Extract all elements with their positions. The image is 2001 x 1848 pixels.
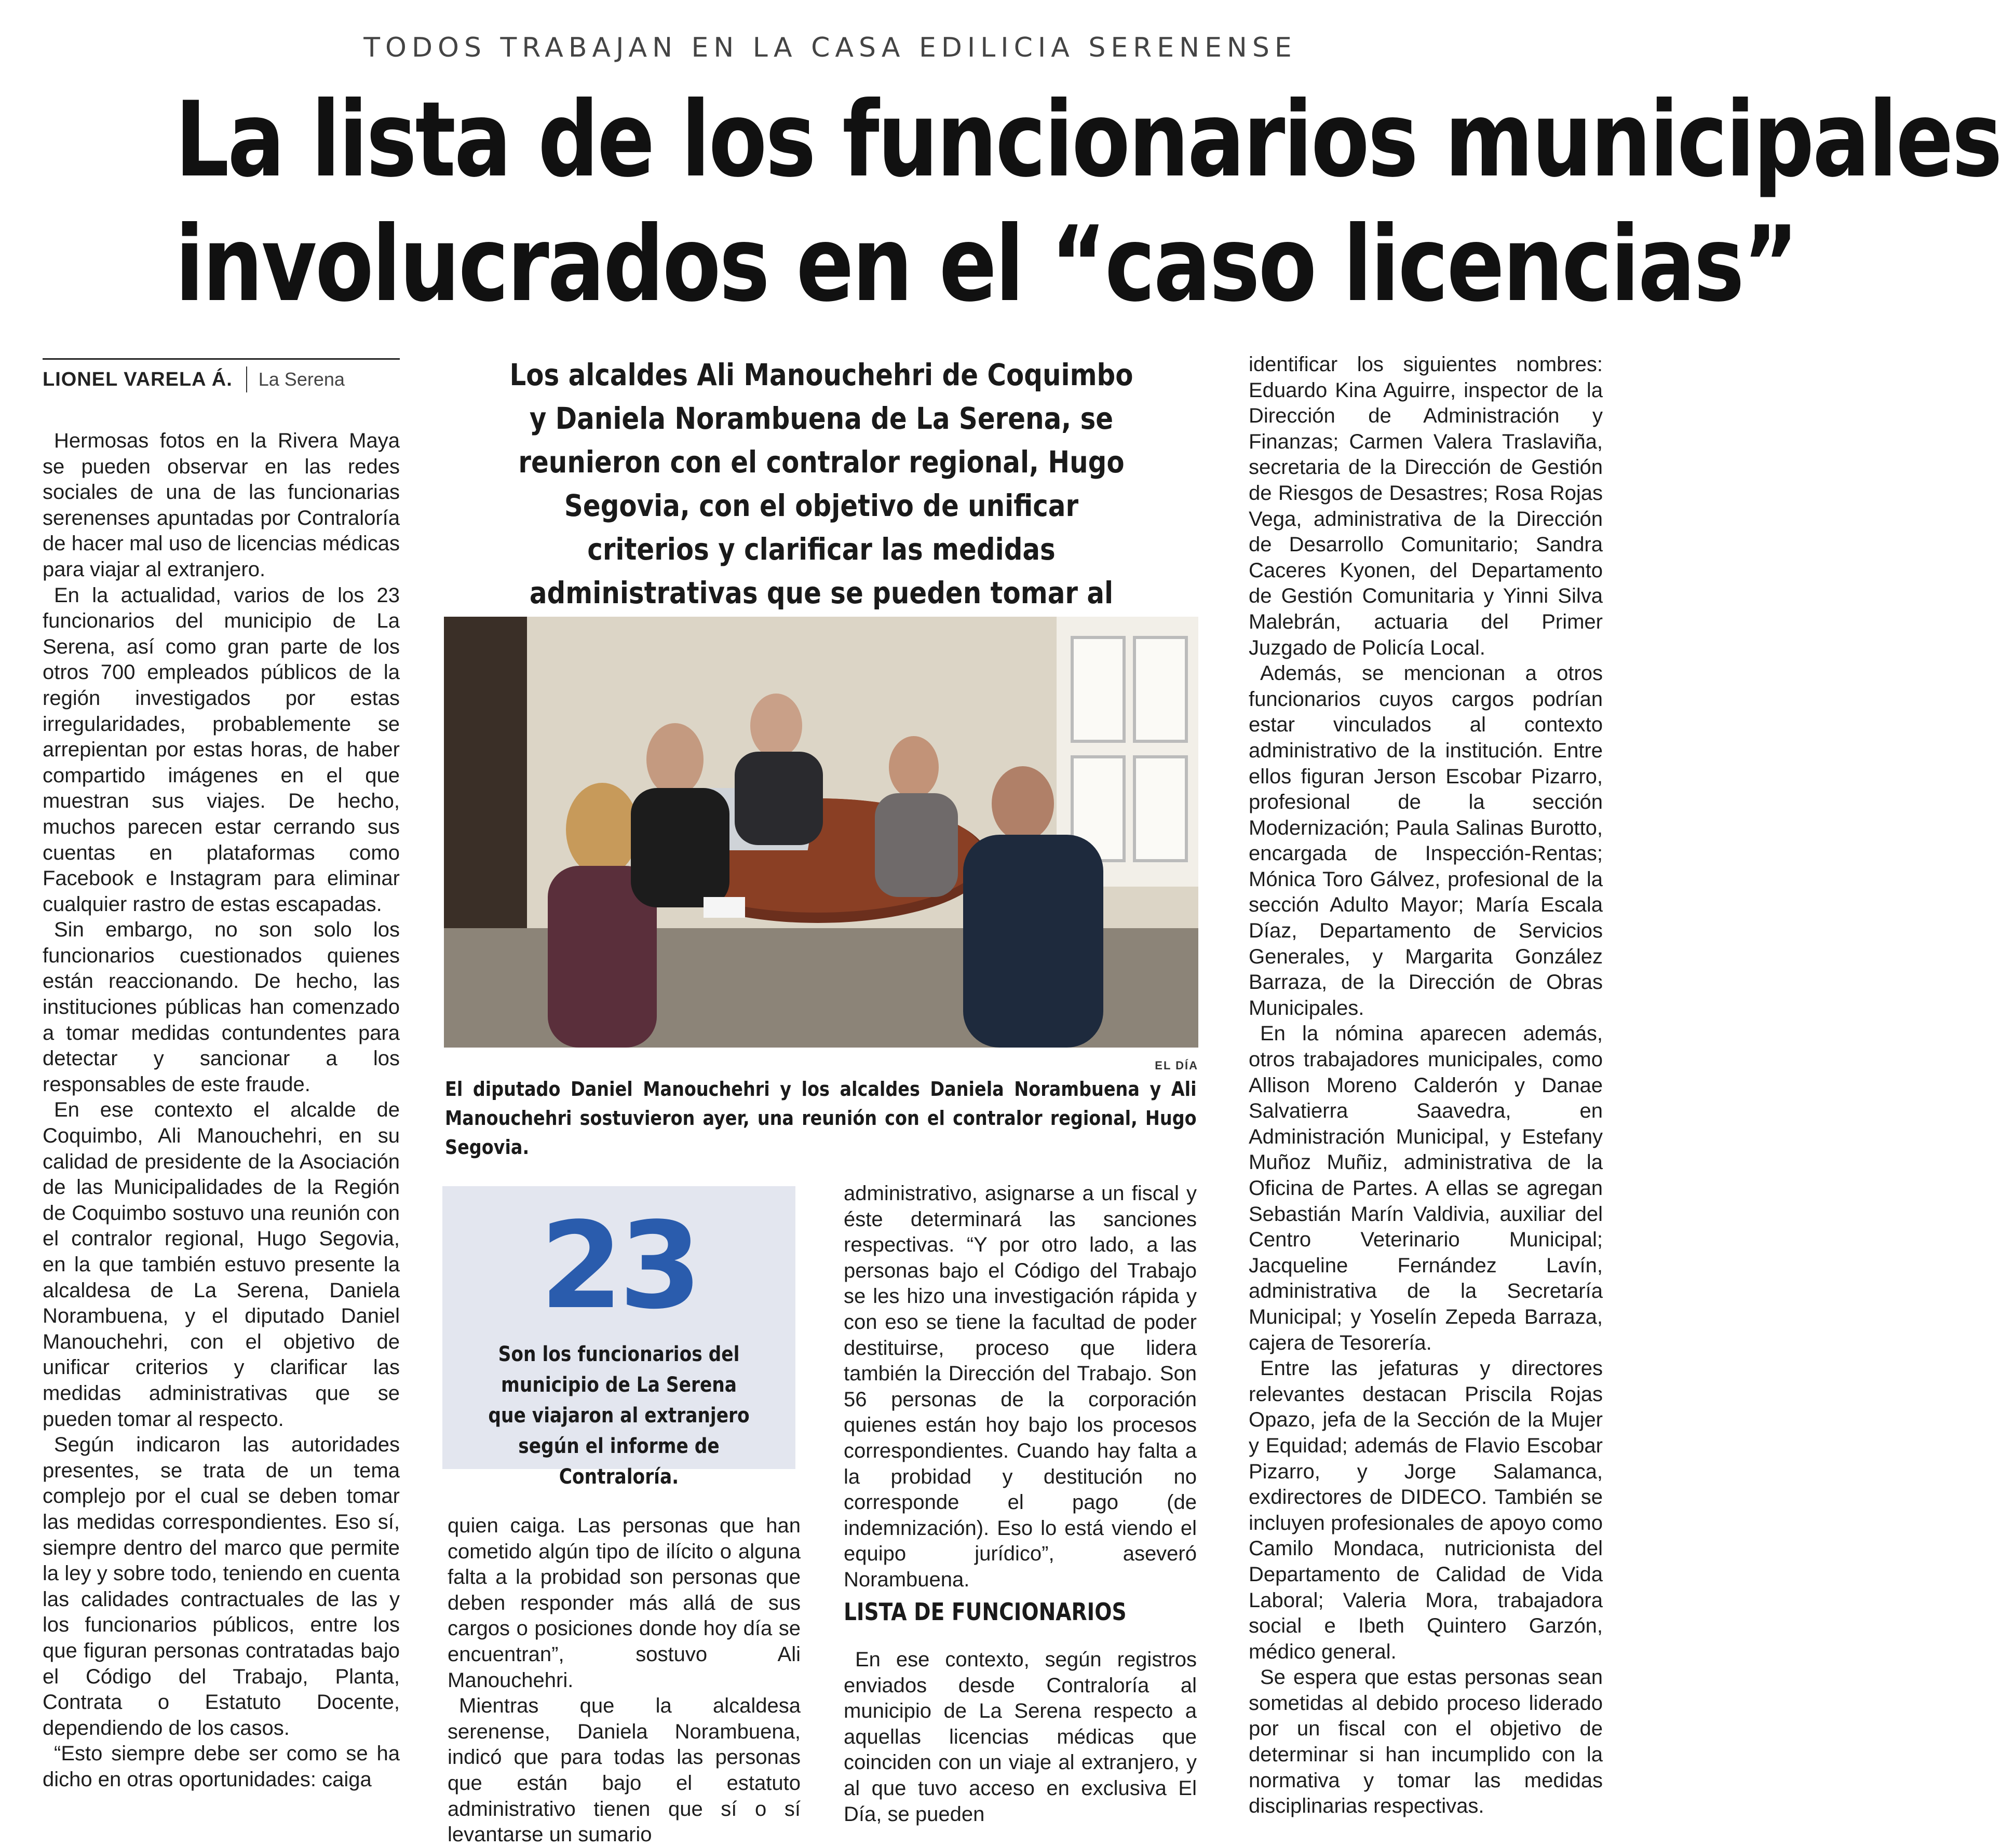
body-column-3-lower [844,1647,1197,1827]
paragraph: En la actualidad, varios de los 23 funcionarios del municipio de La Serena, así como gran parte de los otros 700 empleados públicos de la región investigados por estas irregularidades, probablemente se arrepientan por estas horas, de haber compartido imágenes en el que muestran sus viajes. De hecho, muchos parecen estar cerrando sus cuentas en plataformas como Facebook e Instagram para eliminar cualquier rastro de estas escapadas. [43,583,400,916]
meeting-photo-illustration [444,617,1198,1048]
stat-number: 23 [539,1197,698,1336]
paragraph: Hermosas fotos en la Rivera Maya se pueden observar en las redes sociales de una de las funcionarias serenenses apuntadas por Contraloría de hacer mal uso de licencias médicas para viajar al extranjero. [43,429,400,581]
paragraph: Sin embargo, no son solo los funcionarios cuestionados quienes están reaccionando. De hecho, las instituciones públicas han comenzado a tomar medidas contundentes para detectar y sancionar a los responsables de este fraude. [43,918,400,1096]
paragraph: Según indicaron las autoridades presentes, se trata de un tema complejo por el cual se deben tomar las medidas correspondientes. Eso sí, siempre dentro del marco que permite la ley y sobre todo, teniendo en cuenta las calidades contractuales de las y los funcionarios públicos, entre los que figuran personas contratadas bajo el Código del Trabajo, Planta, Contrata o Estatuto Docente, dependiendo de los casos. [43,1433,400,1740]
byline-city: La Serena [258,369,345,390]
body-column-2 [448,1513,801,1848]
headline [175,78,2001,327]
paragraph: administrativo, asignarse a un fiscal y éste determinará las sanciones respectivas. “Y por otro lado, a las personas bajo el Código del Trabajo se les hizo una investigación rápida y con eso se tiene la facultad de poder destituirse, proceso que lidera también la Dirección del Trabajo. Son 56 personas de la corporación quienes están hoy bajo los procesos correspondientes. Cuando hay falta a la probidad y destitución no corresponde el pago (de indemnización). Eso lo está viendo el equipo jurídico”, aseveró Norambuena. [844,1182,1197,1591]
photo-credit: EL DÍA [1155,1059,1198,1072]
stat-description [463,1339,775,1492]
paragraph: Entre las jefaturas y directores relevantes destacan Priscila Rojas Opazo, jefa de la Sección de la Mujer y Equidad; además de Flavio Escobar Pizarro, y Jorge Salamanca, exdirectores de DIDECO. También se incluyen profesionales de apoyo como Camilo Mondaca, nutricionista del Departamento de Calidad de Vida Laboral; Valeria Mora, trabajadora social e Ibeth Quintero Garzón, médico general. [1249,1357,1603,1663]
paragraph: En la nómina aparecen además, otros trabajadores municipales, como Allison Moreno Calderón y Danae Salvatierra Saavedra, en Administración Municipal, y Estefany Muñoz Muñiz, administrativa de la Oficina de Partes. A ellas se agregan Sebastián Marín Valdivia, auxiliar del Centro Veterinario Municipal; Jacqueline Fernández Lavín, administrativa de la Secretaría Municipal; y Yoselín Zepeda Barraza, cajera de Tesorería. [1249,1022,1603,1354]
section-title: LISTA DE FUNCIONARIOS [844,1598,1127,1626]
stat-description-text: Son los funcionarios del municipio de La Serena que viajaron al extranjero según el informe de Contraloría. [488,1342,750,1489]
paragraph: En ese contexto, según registros enviados desde Contraloría al municipio de La Serena respecto a aquellas licencias médicas que coinciden con un viaje al extranjero, y al que tuvo acceso en exclusiva El Día, se pueden [844,1648,1197,1826]
kicker: TODOS TRABAJAN EN LA CASA EDILICIA SERENENSE [363,32,1297,63]
body-column-4 [1249,352,1603,1819]
headline-line-1: La lista de los funcionarios municipales [175,79,2001,200]
paragraph: En ese contexto el alcalde de Coquimbo, Ali Manouchehri, en su calidad de presidente de la Asociación de las Municipalidades de la Región de Coquimbo sostuvo una reunión con el contralor regional, Hugo Segovia, en la que también estuvo presente la alcaldesa de La Serena, Daniela Norambuena, y el diputado Daniel Manouchehri, con el objetivo de unificar criterios y clarificar las medidas administrativas que se pueden tomar al respecto. [43,1098,400,1431]
paragraph: quien caiga. Las personas que han cometido algún tipo de ilícito o alguna falta a la probidad son personas que deben responder más allá de sus cargos o posiciones donde hoy día se encuentran”, sostuvo Ali Manouchehri. [448,1514,801,1692]
paragraph: Además, se mencionan a otros funcionarios cuyos cargos podrían estar vinculados al contexto administrativo de la institución. Entre ellos figuran Jerson Escobar Pizarro, profesional de la sección Modernización; Paula Salinas Burotto, encargada de Inspección-Rentas; Mónica Toro Gálvez, profesional de la sección Adulto Mayor; María Escala Díaz, Departamento de Servicios Generales, y Margarita González Barraza, de la Dirección de Obras Municipales. [1249,662,1603,1020]
paragraph: “Esto siempre debe ser como se ha dicho en otras oportunidades: caiga [43,1742,400,1791]
paragraph: Mientras que la alcaldesa serenense, Daniela Norambuena, indicó que para todas las personas que están bajo el estatuto administrativo tienen que sí o sí levantarse un sumario [448,1694,801,1846]
body-column-1 [43,428,400,1792]
paragraph: identificar los siguientes nombres: Eduardo Kina Aguirre, inspector de la Dirección de Administración y Finanzas; Carmen Valera Traslaviña, secretaria de la Dirección de Gestión de Riesgos de Desastres; Rosa Rojas Vega, administrativa de la Dirección de Desarrollo Comunitario; Sandra Caceres Kyonen, del Departamento de Gestión Comunitaria y Yinni Silva Malebrán, actuaria del Primer Juzgado de Policía Local. [1249,353,1603,659]
subheadline: Los alcaldes Ali Manouchehri de Coquimbo y Daniela Norambuena de La Serena, se reunieron con el contralor regional, Hugo Segovia, con el objetivo de unificar criterios y clarificar las medidas administrativas que se pueden tomar al [509,357,1133,610]
paragraph: Se espera que estas personas sean sometidas al debido proceso liderado por un fiscal con el objetivo de determinar si han incumplido con la normativa y tomar las medidas disciplinarias respectivas. [1249,1666,1603,1818]
headline-line-2: involucrados en el “caso licencias” [175,204,1797,325]
byline-divider [246,366,247,392]
body-column-3 [844,1181,1197,1593]
byline-author: LIONEL VARELA Á. [43,368,233,390]
article-photo [444,617,1198,1048]
photo-caption: El diputado Daniel Manouchehri y los alcaldes Daniela Norambuena y Ali Manouchehri sostuvieron ayer, una reunión con el contralor regional, Hugo Segovia. [445,1078,1197,1159]
stat-box [442,1186,795,1489]
byline [43,358,400,399]
